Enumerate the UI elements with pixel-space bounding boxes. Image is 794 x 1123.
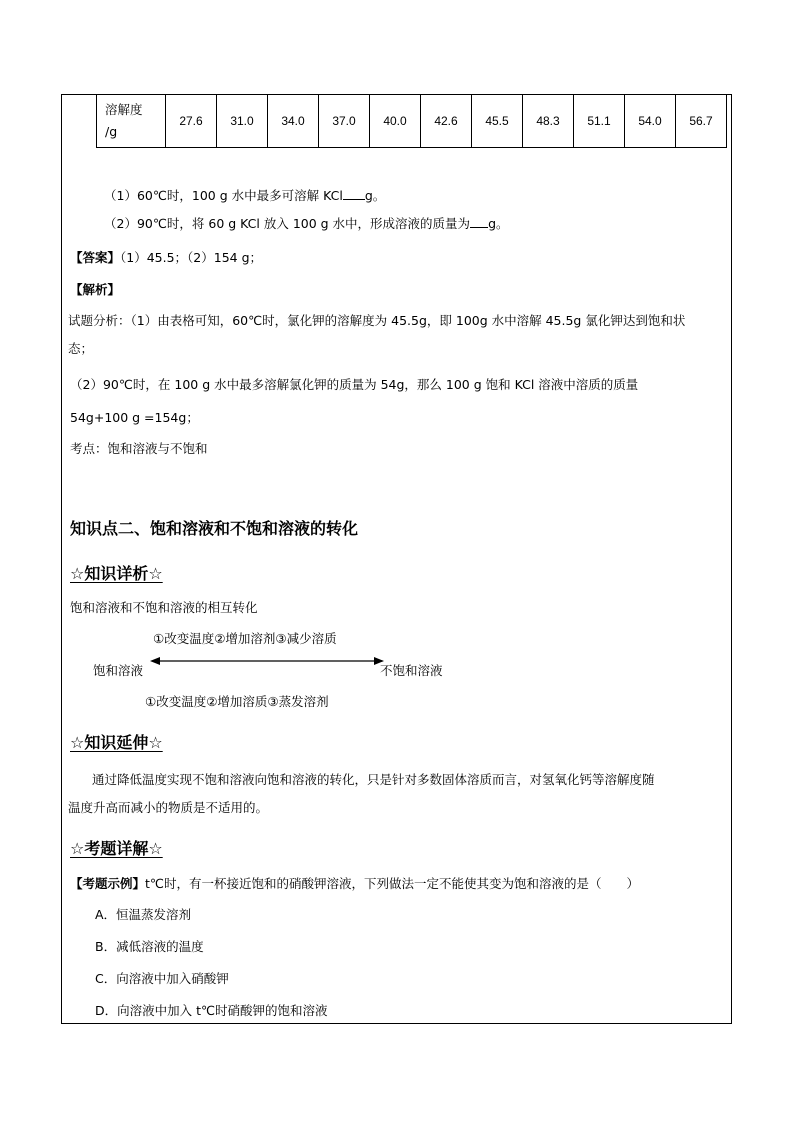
question-2 — [104, 214, 509, 232]
header-label-line1: 溶解度 — [105, 102, 143, 117]
analysis-line-5: 考点：饱和溶液与不饱和 — [70, 441, 208, 456]
question-2-suffix: g。 — [488, 216, 509, 231]
analysis-label: 【解析】 — [70, 282, 121, 297]
exam-heading: ☆考题详解☆ — [70, 839, 163, 858]
answer-blank — [343, 187, 365, 200]
analysis-line: 试题分析：（1）由表格可知，60℃时，氯化钾的溶解度为 45.5g，即 100g 水中溶解 45.5g 氯化钾达到饱和状 — [68, 313, 686, 328]
analysis-paragraph-1 — [68, 309, 724, 361]
option-a: A．恒温蒸发溶剂 — [95, 907, 192, 922]
question-2-text: （2）90℃时，将 60 g KCl 放入 100 g 水中，形成溶液的质量为 — [104, 216, 471, 231]
table-cell: 40.0 — [370, 95, 421, 148]
table-cell: 27.6 — [166, 95, 217, 148]
extend-paragraph — [68, 768, 724, 820]
option-d: D．向溶液中加入 t℃时硝酸钾的饱和溶液 — [95, 1003, 328, 1018]
question-1-text: （1）60℃时，100 g 水中最多可溶解 KCl — [104, 188, 343, 203]
answer-label: 【答案】 — [70, 250, 121, 265]
diagram-left-label: 饱和溶液 — [93, 663, 144, 678]
question-1 — [104, 186, 385, 204]
detail-text: 饱和溶液和不饱和溶液的相互转化 — [70, 600, 258, 615]
detail-heading: ☆知识详析☆ — [70, 564, 163, 583]
table-cell: 37.0 — [319, 95, 370, 148]
example-label: 【考题示例】 — [70, 876, 146, 891]
analysis-line: 态； — [68, 341, 94, 356]
answer-blank — [470, 215, 488, 228]
extend-line: 温度升高而减小的物质是不适用的。 — [68, 800, 269, 815]
table-row — [97, 95, 727, 148]
extend-line: 通过降低温度实现不饱和溶液向饱和溶液的转化，只是针对多数固体溶质而言，对氢氧化钙等溶解度随 — [92, 772, 655, 787]
table-cell: 31.0 — [217, 95, 268, 148]
table-cell: 42.6 — [421, 95, 472, 148]
diagram-right-label: 不饱和溶液 — [380, 663, 443, 678]
solubility-table — [96, 94, 727, 148]
example-question-text: t℃时，有一杯接近饱和的硝酸钾溶液，下列做法一定不能使其变为饱和溶液的是（ ） — [145, 876, 639, 891]
extend-heading: ☆知识延伸☆ — [70, 733, 163, 752]
example-question — [70, 874, 639, 892]
table-cell: 56.7 — [676, 95, 727, 148]
section-title: 知识点二、饱和溶液和不饱和溶液的转化 — [70, 519, 359, 538]
answer-line — [70, 248, 262, 266]
table-cell: 34.0 — [268, 95, 319, 148]
table-cell: 45.5 — [472, 95, 523, 148]
table-cell: 48.3 — [523, 95, 574, 148]
answer-text: （1）45.5；（2）154 g； — [120, 250, 263, 265]
diagram-top-label: ①改变温度②增加溶剂③减少溶质 — [153, 631, 337, 646]
analysis-line-3: （2）90℃时，在 100 g 水中最多溶解氯化钾的质量为 54g，那么 100 g 饱和 KCl 溶液中溶质的质量 — [70, 377, 639, 392]
table-cell: 51.1 — [574, 95, 625, 148]
table-cell: 54.0 — [625, 95, 676, 148]
double-arrow-icon — [150, 654, 384, 668]
question-1-suffix: g。 — [364, 188, 386, 203]
option-b: B．减低溶液的温度 — [95, 939, 204, 954]
diagram-bottom-label: ①改变温度②增加溶质③蒸发溶剂 — [145, 694, 329, 709]
table-header-cell — [97, 95, 166, 148]
analysis-line-4: 54g+100 g =154g； — [70, 410, 199, 425]
header-label-line2: /g — [105, 124, 118, 139]
option-c: C．向溶液中加入硝酸钾 — [95, 971, 229, 986]
